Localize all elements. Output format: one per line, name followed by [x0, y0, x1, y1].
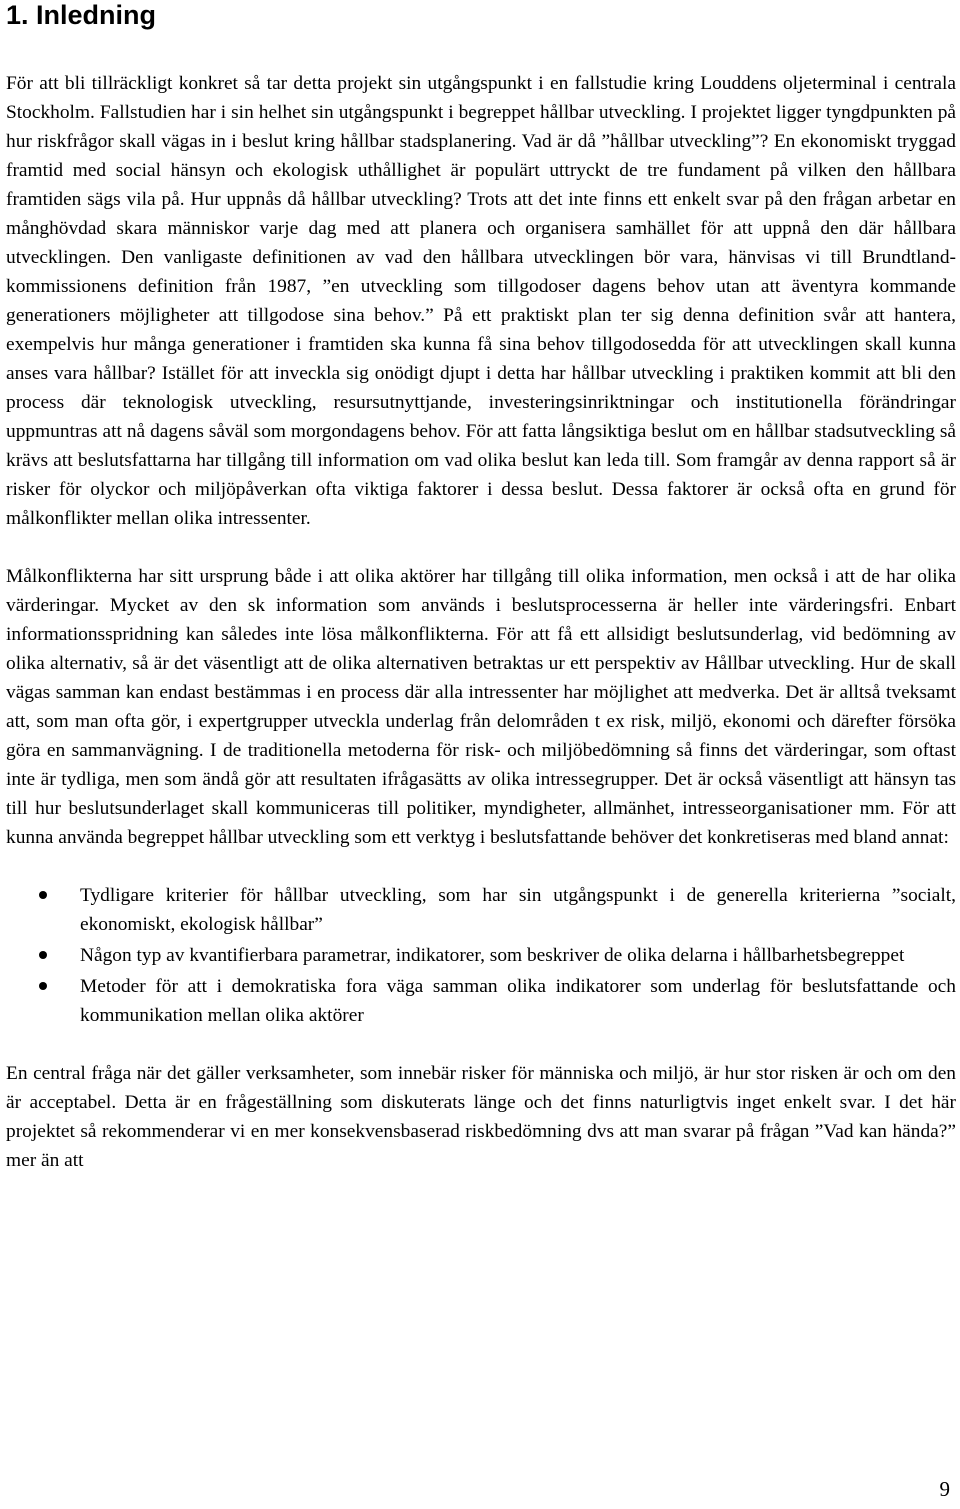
list-item	[6, 972, 956, 1030]
list-item-text: Metoder för att i demokratiska fora väga samman olika indikatorer som underlag för beslutsfattande och kommunikation mellan olika aktörer	[80, 976, 956, 1026]
criteria-list	[6, 881, 956, 1030]
section-heading: 1. Inledning	[6, 0, 157, 30]
paragraph-intro: För att bli tillräckligt konkret så tar detta projekt sin utgångspunkt i en fallstudie kring Louddens oljeterminal i centrala Stockholm. Fallstudien har i sin helhet sin utgångspunkt i begreppet hållbar utveckling. I projektet ligger tyngdpunkten på hur riskfrågor skall vägas in i beslut kring hållbar stadsplanering. Vad är då ”hållbar utveckling”? En ekonomiskt tryggad framtid med social hänsyn och ekologisk uthållighet är populärt uttryckt de tre fundament på vilken den hållbara framtiden sägs vila på. Hur uppnås då hållbar utveckling? Trots att det inte finns ett enkelt svar på den frågan arbetar en månghövdad skara människor varje dag med att planera och organisera samhället för att uppnå den där hållbara utvecklingen. Den vanligaste definitionen av vad den hållbara utvecklingen bör vara, hänvisas vi till Brundtland-kommissionens definition från 1987, ”en utveckling som tillgodoser dagens behov utan att äventyra kommande generationers möjligheter att tillgodose sina behov.” På ett praktiskt plan ter sig denna definition svår att hantera, exempelvis hur många generationer i framtiden ska kunna få sina behov tillgodosedda för att utvecklingen skall kunna anses vara hållbar? Istället för att inveckla sig onödigt djupt i detta har hållbar utveckling i praktiken kommit att bli den process där teknologisk utveckling, resursutnyttjande, investeringsinriktningar och institutionella förändringar uppmuntras att nå dagens såväl som morgondagens behov. För att fatta långsiktiga beslut om en hållbar stadsutveckling så krävs att beslutsfattarna har tillgång till information om vad olika beslut kan leda till. Som framgår av denna rapport så är risker för olyckor och miljöpåverkan ofta viktiga faktorer i dessa beslut. Dessa faktorer är också ofta en grund för målkonflikter mellan olika intressenter.	[6, 73, 956, 529]
page-number: 9	[939, 1477, 950, 1501]
paragraph-goal-conflicts: Målkonflikterna har sitt ursprung både i att olika aktörer har tillgång till olika information, men också i att de har olika värderingar. Mycket av den sk information som används i beslutsprocesserna är heller inte värderingsfri. Enbart informationsspridning kan således inte lösa målkonflikterna. För att få ett allsidigt beslutsunderlag, vid bedömning av olika alternativ, så är det väsentligt att de olika alternativen betraktas ur ett perspektiv av Hållbar utveckling. Hur de skall vägas samman kan endast bestämmas i en process där alla intressenter har möjlighet att medverka. Det är alltså tveksamt att, som man ofta gör, i expertgrupper utveckla underlag från delområden t ex risk, miljö, ekonomi och därefter försöka göra en sammanvägning. I de traditionella metoderna för risk- och miljöbedömning så finns det värderingar, som oftast inte är tydliga, men som ändå gör att resultaten ifrågasätts av olika intressegrupper. Det är också väsentligt att hänsyn tas till hur beslutsunderlaget skall kommuniceras till politiker, myndigheter, allmänhet, intresseorganisationer mm. För att kunna använda begreppet hållbar utveckling som ett verktyg i beslutsfattande behöver det konkretiseras med bland annat:	[6, 566, 956, 848]
list-item	[6, 941, 956, 970]
bullet-icon	[39, 951, 47, 959]
list-item-text: Någon typ av kvantifierbara parametrar, indikatorer, som beskriver de olika delarna i hållbarhetsbegreppet	[80, 945, 905, 966]
list-item-text: Tydligare kriterier för hållbar utveckling, som har sin utgångspunkt i de generella kriterierna ”socialt, ekonomiskt, ekologisk hållbar”	[80, 885, 956, 935]
document-page	[6, 0, 956, 1175]
bullet-icon	[39, 891, 47, 899]
list-item	[6, 881, 956, 939]
paragraph-risk-question: En central fråga när det gäller verksamheter, som innebär risker för människa och miljö, är hur stor risken är och om den är acceptabel. Detta är en frågeställning som diskuterats länge och det finns naturligtvis inget enkelt svar. I det här projektet så rekommenderar vi en mer konsekvensbaserad riskbedömning dvs att man svarar på frågan ”Vad kan hända?” mer än att	[6, 1063, 956, 1171]
bullet-icon	[39, 982, 47, 990]
